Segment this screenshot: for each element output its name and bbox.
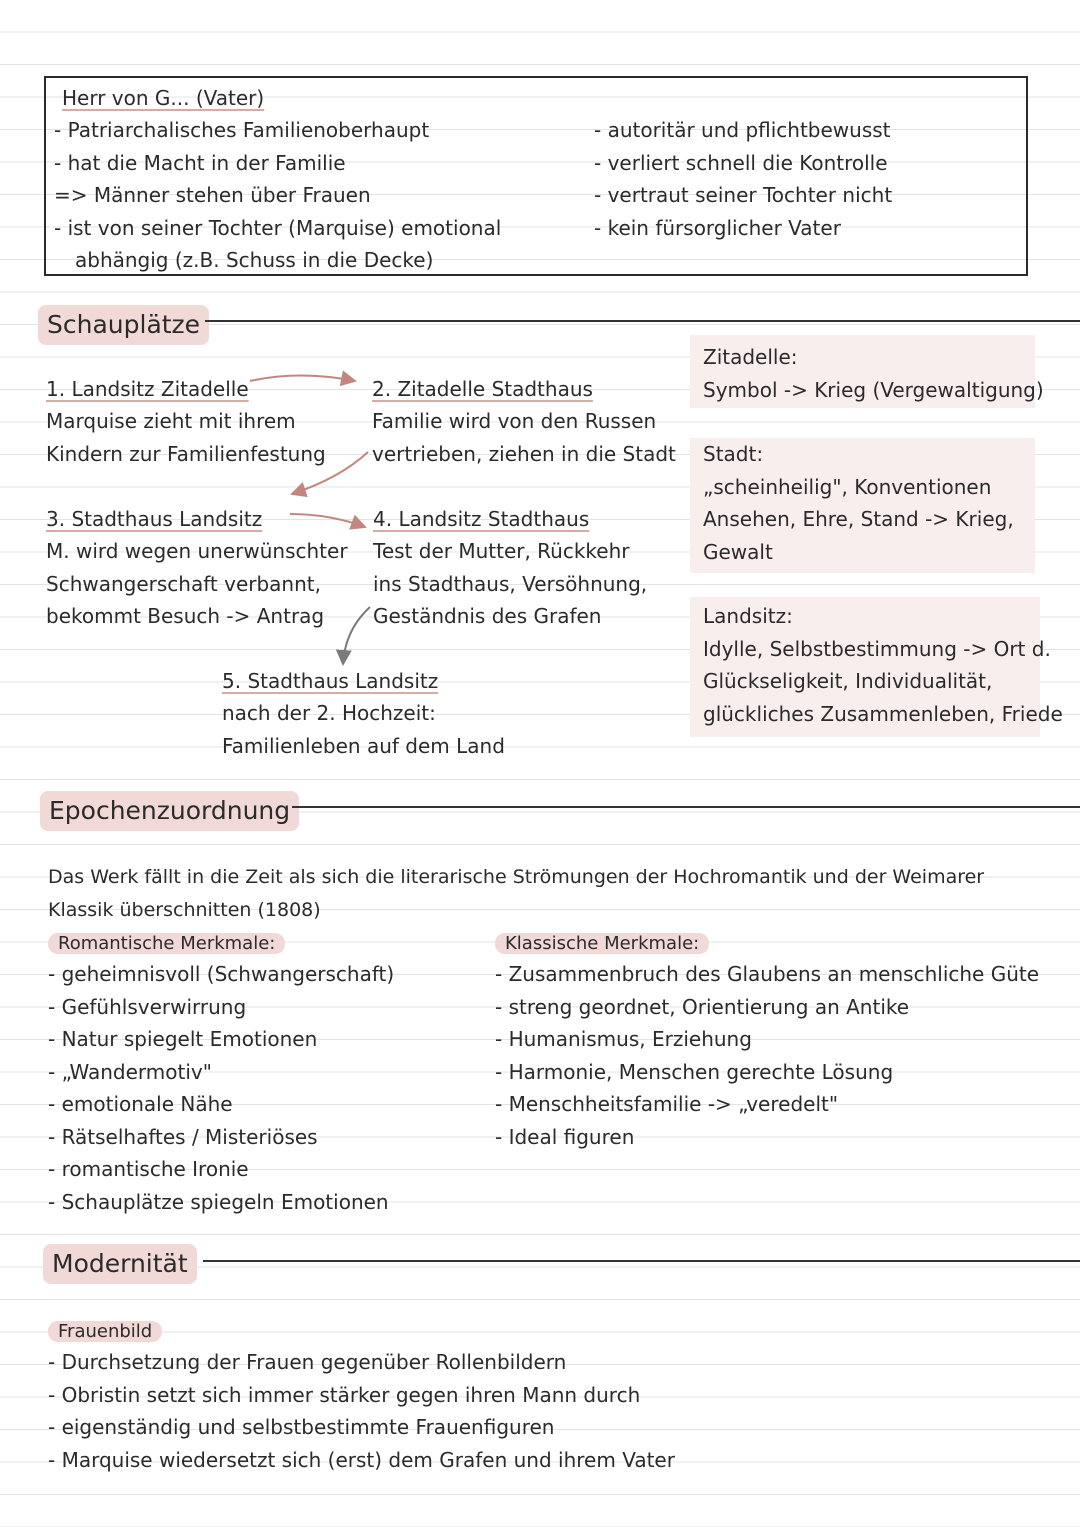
list-item: - eigenständig und selbstbestimmte Frauenfiguren	[48, 1415, 555, 1439]
father-trait: - hat die Macht in der Familie	[54, 150, 346, 175]
list-item: - Ideal figuren	[495, 1124, 635, 1149]
station-line: bekommt Besuch -> Antrag	[46, 604, 325, 628]
classic-label	[495, 926, 709, 961]
station-4-title: 4. Landsitz Stadthaus	[373, 507, 590, 531]
station-line: Test der Mutter, Rückkehr	[373, 539, 630, 563]
list-item: - Menschheitsfamilie -> „veredelt"	[495, 1092, 839, 1116]
frauenbild-list	[48, 1346, 675, 1476]
station-line: Kindern zur Familienfestung	[46, 441, 326, 466]
station-line: nach der 2. Hochzeit:	[222, 701, 436, 725]
epoche-intro	[48, 861, 984, 926]
station-line: Marquise zieht mit ihrem	[46, 409, 296, 433]
list-item: - „Wandermotiv"	[48, 1059, 212, 1084]
father-trait: abhängig (z.B. Schuss in die Decke)	[75, 248, 434, 272]
list-item: - emotionale Nähe	[48, 1092, 233, 1116]
father-box-title: Herr von G... (Vater)	[62, 86, 265, 110]
frauenbild-label	[48, 1314, 162, 1349]
list-item: - Schauplätze spiegeln Emotionen	[48, 1189, 389, 1214]
heading-rule	[203, 1260, 1080, 1262]
frauenbild-label-text: Frauenbild	[48, 1321, 162, 1342]
note-line: Stadt:	[703, 442, 764, 466]
note-line: Landsitz:	[703, 604, 793, 628]
romantic-list	[48, 958, 394, 1218]
station-3-title: 3. Stadthaus Landsitz	[46, 507, 263, 531]
arrow-1-2	[250, 376, 355, 382]
father-trait: - Patriarchalisches Familienoberhaupt	[54, 118, 430, 142]
intro-line: Klassik überschnitten (1808)	[48, 898, 321, 921]
station-5-title: 5. Stadthaus Landsitz	[222, 669, 439, 693]
father-trait: => Männer stehen über Frauen	[54, 183, 371, 207]
note-line: Symbol -> Krieg (Vergewaltigung)	[703, 377, 1044, 402]
note-line: Glückseligkeit, Individualität,	[703, 669, 993, 693]
classic-list	[495, 958, 1039, 1153]
list-item: - Zusammenbruch des Glaubens an menschliche Güte	[495, 962, 1040, 986]
list-item: - Rätselhaftes / Misteriöses	[48, 1124, 318, 1149]
father-trait: - ist von seiner Tochter (Marquise) emotional	[54, 215, 502, 240]
station-line: Familie wird von den Russen	[372, 409, 657, 433]
station-2-title: 2. Zitadelle Stadthaus	[372, 377, 593, 401]
romantic-label	[48, 926, 285, 961]
list-item: - Gefühlsverwirrung	[48, 994, 247, 1019]
heading-epochenzuordnung: Epochenzuordnung	[40, 791, 299, 831]
note-line: Ansehen, Ehre, Stand -> Krieg,	[703, 507, 1014, 531]
list-item: - Humanismus, Erziehung	[495, 1027, 752, 1051]
father-trait: - vertraut seiner Tochter nicht	[594, 183, 893, 207]
romantic-label-text: Romantische Merkmale:	[48, 933, 285, 954]
station-1-title: 1. Landsitz Zitadelle	[46, 377, 249, 401]
note-stadt	[703, 438, 1014, 568]
father-trait: - autoritär und pflichtbewusst	[594, 118, 891, 142]
station-line: Schwangerschaft verbannt,	[46, 571, 321, 596]
note-line: Idylle, Selbstbestimmung -> Ort d.	[703, 636, 1051, 661]
note-landsitz	[703, 600, 1063, 730]
father-trait: - verliert schnell die Kontrolle	[594, 150, 888, 175]
heading-rule	[292, 806, 1080, 808]
arrow-4-5	[343, 607, 370, 664]
arrow-2-3	[292, 452, 368, 494]
heading-modernitaet: Modernität	[43, 1244, 197, 1284]
arrow-3-4	[290, 514, 365, 527]
classic-label-text: Klassische Merkmale:	[495, 933, 709, 954]
station-line: M. wird wegen unerwünschter	[46, 539, 348, 563]
station-line: ins Stadthaus, Versöhnung,	[373, 571, 648, 596]
station-line: Geständnis des Grafen	[373, 604, 602, 628]
intro-line: Das Werk fällt in die Zeit als sich die literarische Strömungen der Hochromantik und der Weimarer	[48, 866, 985, 888]
father-trait: - kein fürsorglicher Vater	[594, 215, 841, 240]
note-line: Zitadelle:	[703, 345, 798, 369]
note-line: „scheinheilig", Konventionen	[703, 474, 992, 499]
note-line: glückliches Zusammenleben, Friede	[703, 701, 1063, 726]
list-item: - Harmonie, Menschen gerechte Lösung	[495, 1059, 894, 1084]
note-zitadelle	[703, 341, 1044, 406]
station-line: Familienleben auf dem Land	[222, 733, 505, 758]
list-item: - Marquise wiedersetzt sich (erst) dem Grafen und ihrem Vater	[48, 1447, 675, 1472]
heading-schauplaetze: Schauplätze	[38, 305, 209, 345]
list-item: - Obristin setzt sich immer stärker gegen ihren Mann durch	[48, 1382, 641, 1407]
list-item: - romantische Ironie	[48, 1157, 249, 1181]
station-line: vertrieben, ziehen in die Stadt	[372, 441, 676, 466]
note-line: Gewalt	[703, 539, 773, 564]
list-item: - geheimnisvoll (Schwangerschaft)	[48, 962, 395, 986]
list-item: - Natur spiegelt Emotionen	[48, 1027, 318, 1051]
list-item: - Durchsetzung der Frauen gegenüber Rollenbildern	[48, 1350, 567, 1374]
list-item: - streng geordnet, Orientierung an Antike	[495, 994, 910, 1019]
